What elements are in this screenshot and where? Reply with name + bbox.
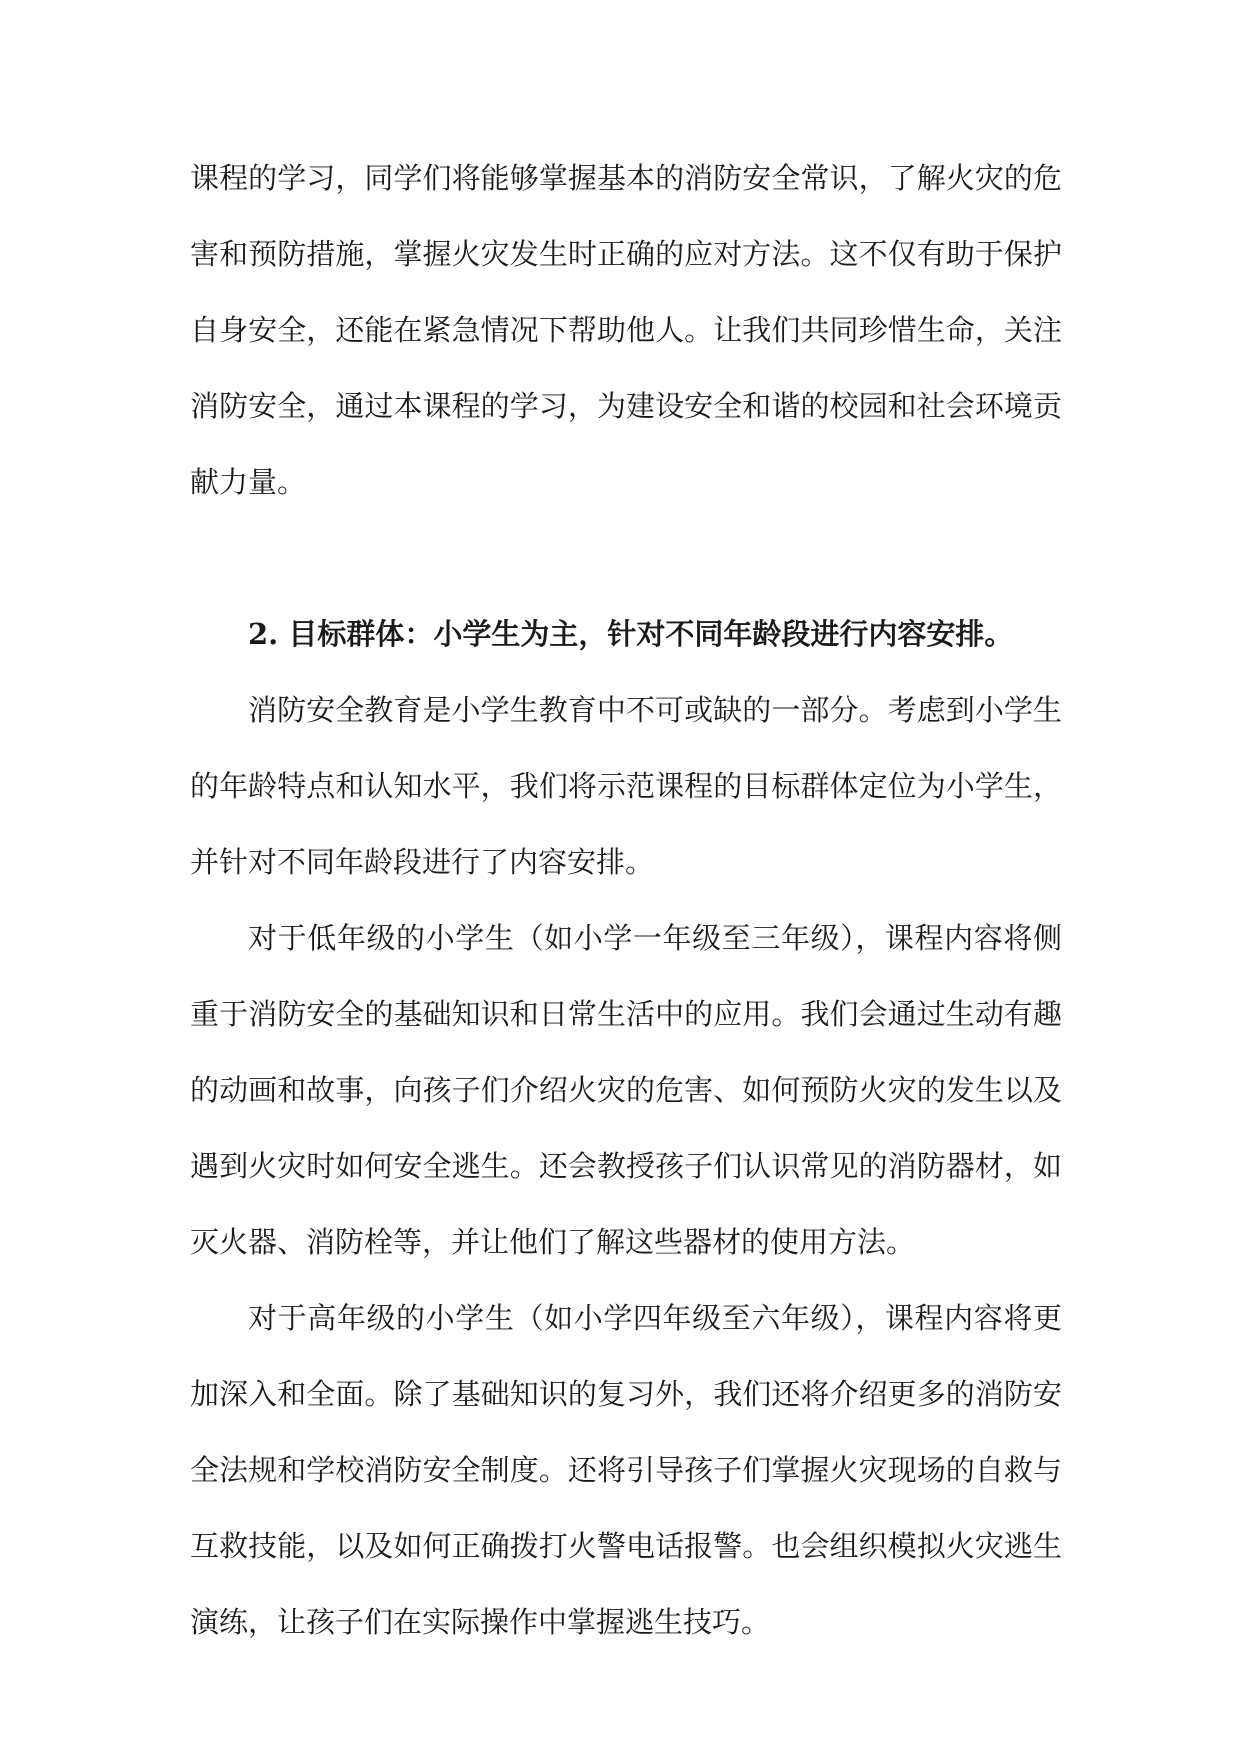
document-body <box>190 140 1062 1660</box>
paragraph-intro-continued: 课程的学习，同学们将能够掌握基本的消防安全常识，了解火灾的危害和预防措施，掌握火灾发生时正确的应对方法。这不仅有助于保护自身安全，还能在紧急情况下帮助他人。让我们共同珍惜生命，关注消防安全，通过本课程的学习，为建设安全和谐的校园和社会环境贡献力量。 <box>190 161 1062 499</box>
paragraph-upper-grades: 对于高年级的小学生（如小学四年级至六年级），课程内容将更加深入和全面。除了基础知识的复习外，我们还将介绍更多的消防安全法规和学校消防安全制度。还将引导孩子们掌握火灾现场的自救与互救技能，以及如何正确拨打火警电话报警。也会组织模拟火灾逃生演练，让孩子们在实际操作中掌握逃生技巧。 <box>190 1301 1062 1639</box>
paragraph-target-group: 消防安全教育是小学生教育中不可或缺的一部分。考虑到小学生的年龄特点和认知水平，我们将示范课程的目标群体定位为小学生，并针对不同年龄段进行了内容安排。 <box>190 693 1062 879</box>
paragraph-lower-grades: 对于低年级的小学生（如小学一年级至三年级），课程内容将侧重于消防安全的基础知识和日常生活中的应用。我们会通过生动有趣的动画和故事，向孩子们介绍火灾的危害、如何预防火灾的发生以及遇到火灾时如何安全逃生。还会教授孩子们认识常见的消防器材，如灭火器、消防栓等，并让他们了解这些器材的使用方法。 <box>190 921 1062 1259</box>
section-heading: 2. 目标群体：小学生为主，针对不同年龄段进行内容安排。 <box>248 617 1014 651</box>
paragraph-gap <box>190 520 1062 596</box>
